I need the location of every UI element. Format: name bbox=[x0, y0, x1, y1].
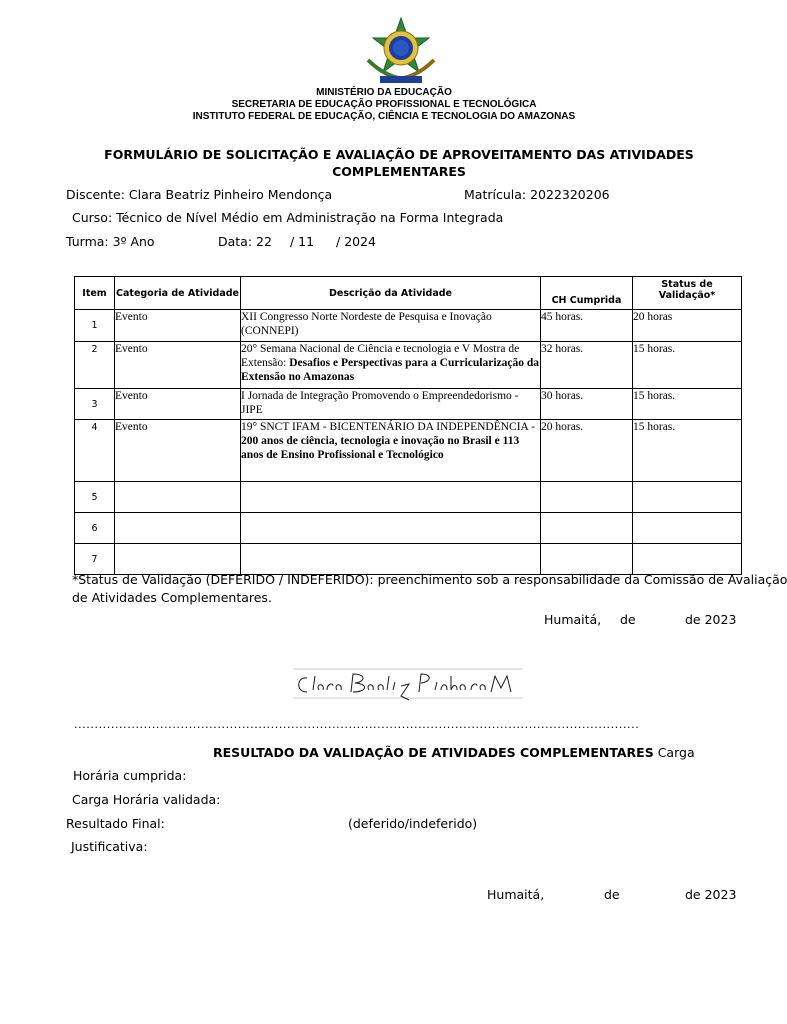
place-city-1: Humaitá, bbox=[544, 612, 602, 627]
signature-dotted-line: .......................................................................................................................................... bbox=[74, 718, 640, 731]
row-hours bbox=[541, 482, 633, 513]
row-hours: 45 horas. bbox=[541, 310, 633, 342]
table-header-row bbox=[75, 277, 742, 310]
place-de-2a: de bbox=[604, 887, 620, 902]
footnote-line-1: *Status de Validação (DEFERIDO / INDEFERIDO): preenchimento sob a responsabilidade da Comissão de Avaliação bbox=[72, 572, 787, 587]
table-row bbox=[75, 310, 742, 342]
row-status bbox=[633, 482, 742, 513]
row-description: I Jornada de Integração Promovendo o Empreendedorismo - JIPE bbox=[241, 389, 541, 420]
row-status: 20 horas bbox=[633, 310, 742, 342]
table-row bbox=[75, 544, 742, 575]
row-description: XII Congresso Norte Nordeste de Pesquisa e Inovação (CONNEPI) bbox=[241, 310, 541, 342]
row-category bbox=[115, 544, 241, 575]
secretariat-heading: SECRETARIA DE EDUCAÇÃO PROFISSIONAL E TECNOLÓGICA bbox=[231, 99, 537, 110]
row-hours: 30 horas. bbox=[541, 389, 633, 420]
result-title bbox=[213, 745, 695, 760]
coat-of-arms-emblem bbox=[362, 16, 440, 86]
date-label: Data: bbox=[218, 234, 253, 249]
row-item-number: 7 bbox=[75, 544, 115, 575]
row-description bbox=[241, 544, 541, 575]
col-header-description: Descrição da Atividade bbox=[241, 277, 541, 310]
col-header-hours: CH Cumprida bbox=[541, 277, 633, 310]
row-hours bbox=[541, 513, 633, 544]
table-row bbox=[75, 420, 742, 482]
signature-image bbox=[285, 660, 530, 716]
date-year: 2024 bbox=[344, 234, 377, 249]
col-header-status: Status de Validação* bbox=[633, 277, 742, 310]
row-description bbox=[241, 482, 541, 513]
table-row bbox=[75, 389, 742, 420]
justification-label: Justificativa: bbox=[71, 839, 148, 854]
row-item-number: 5 bbox=[75, 482, 115, 513]
registration-line bbox=[464, 187, 610, 202]
class-line bbox=[66, 234, 155, 249]
col-header-item: Item bbox=[75, 277, 115, 310]
form-title: FORMULÁRIO DE SOLICITAÇÃO E AVALIAÇÃO DE APROVEITAMENTO DAS ATIVIDADES COMPLEMENTARES bbox=[104, 147, 694, 179]
row-description: 20° Semana Nacional de Ciência e tecnologia e V Mostra de Extensão: Desafios e Perspectivas para a Curricularização da Extensão no Amazonas bbox=[241, 342, 541, 389]
col-header-category: Categoria de Atividade bbox=[115, 277, 241, 310]
final-result-options: (deferido/indeferido) bbox=[348, 816, 478, 831]
student-line bbox=[66, 187, 332, 202]
footnote-line-2: de Atividades Complementares. bbox=[72, 590, 272, 605]
row-status: 15 horas. bbox=[633, 420, 742, 482]
row-status bbox=[633, 513, 742, 544]
class-value: 3º Ano bbox=[112, 234, 155, 249]
table-row bbox=[75, 482, 742, 513]
row-category: Evento bbox=[115, 310, 241, 342]
date-day: 22 bbox=[256, 234, 272, 249]
date-month: 11 bbox=[298, 234, 315, 249]
course-label: Curso: bbox=[72, 210, 113, 225]
row-status bbox=[633, 544, 742, 575]
date-line: Data: 22 / 11 / 2024 bbox=[218, 234, 377, 249]
place-year-2: de 2023 bbox=[685, 887, 737, 902]
row-category: Evento bbox=[115, 342, 241, 389]
activities-table bbox=[74, 276, 742, 575]
row-status: 15 horas. bbox=[633, 389, 742, 420]
row-description bbox=[241, 513, 541, 544]
course-line bbox=[72, 210, 503, 225]
course-name: Técnico de Nível Médio em Administração na Forma Integrada bbox=[116, 210, 504, 225]
row-hours bbox=[541, 544, 633, 575]
row-item-number: 3 bbox=[75, 389, 115, 420]
registration-number: 2022320206 bbox=[530, 187, 610, 202]
row-item-number: 4 bbox=[75, 420, 115, 482]
row-hours: 20 horas. bbox=[541, 420, 633, 482]
row-item-number: 2 bbox=[75, 342, 115, 389]
row-hours: 32 horas. bbox=[541, 342, 633, 389]
ministry-heading: MINISTÉRIO DA EDUCAÇÃO bbox=[316, 87, 452, 98]
row-status: 15 horas. bbox=[633, 342, 742, 389]
row-description: 19° SNCT IFAM - BICENTENÁRIO DA INDEPENDÊNCIA - 200 anos de ciência, tecnologia e inovação no Brasil e 113 anos de Ensino Profissional e Tecnológico bbox=[241, 420, 541, 482]
registration-label: Matrícula: bbox=[464, 187, 527, 202]
place-city-2: Humaitá, bbox=[487, 887, 545, 902]
student-label: Discente: bbox=[66, 187, 125, 202]
result-title-tail: Carga bbox=[653, 745, 695, 760]
institute-heading: INSTITUTO FEDERAL DE EDUCAÇÃO, CIÊNCIA E TECNOLOGIA DO AMAZONAS bbox=[192, 111, 576, 122]
row-item-number: 1 bbox=[75, 310, 115, 342]
student-name: Clara Beatriz Pinheiro Mendonça bbox=[128, 187, 333, 202]
hours-done-label: Horária cumprida: bbox=[73, 768, 187, 783]
row-category bbox=[115, 482, 241, 513]
hours-validated-label: Carga Horária validada: bbox=[72, 792, 221, 807]
final-result-label: Resultado Final: bbox=[66, 816, 165, 831]
place-year-1: de 2023 bbox=[685, 612, 737, 627]
row-category bbox=[115, 513, 241, 544]
result-title-bold: RESULTADO DA VALIDAÇÃO DE ATIVIDADES COMPLEMENTARES bbox=[213, 745, 654, 760]
class-label: Turma: bbox=[66, 234, 109, 249]
row-category: Evento bbox=[115, 420, 241, 482]
table-row bbox=[75, 342, 742, 389]
place-de-1a: de bbox=[620, 612, 636, 627]
row-item-number: 6 bbox=[75, 513, 115, 544]
row-category: Evento bbox=[115, 389, 241, 420]
table-row bbox=[75, 513, 742, 544]
